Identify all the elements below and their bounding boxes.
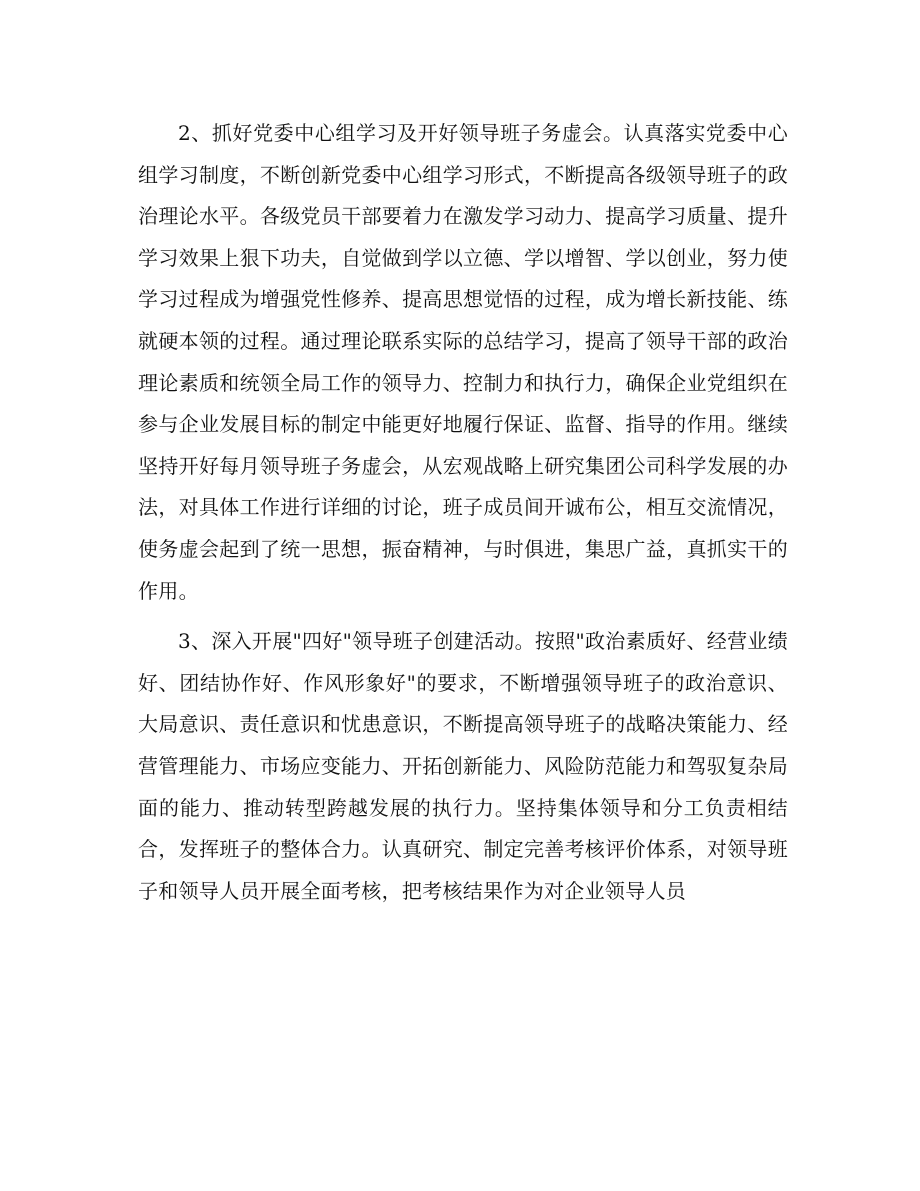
paragraph-2: 2、抓好党委中心组学习及开好领导班子务虚会。认真落实党委中心组学习制度，不断创新党委中心组学习形式，不断提高各级领导班子的政治理论水平。各级党员干部要着力在激发学习动力、提高学习质量、提升学习效果上狠下功夫，自觉做到学以立德、学以增智、学以创业，努力使学习过程成为增强党性修养、提高思想觉悟的过程，成为增长新技能、练就硬本领的过程。通过理论联系实际的总结学习，提高了领导干部的政治理论素质和统领全局工作的领导力、控制力和执行力，确保企业党组织在参与企业发展目标的制定中能更好地履行保证、监督、指导的作用。继续坚持开好每月领导班子务虚会，从宏观战略上研究集团公司科学发展的办法，对具体工作进行详细的讨论，班子成员间开诚布公，相互交流情况，使务虚会起到了统一思想，振奋精神，与时俱进，集思广益，真抓实干的作用。 (138, 121, 788, 603)
document-body (138, 113, 788, 921)
paragraph-3: 3、深入开展"四好"领导班子创建活动。按照"政治素质好、经营业绩好、团结协作好、作风形象好"的要求，不断增强领导班子的政治意识、大局意识、责任意识和忧患意识，不断提高领导班子的战略决策能力、经营管理能力、市场应变能力、开拓创新能力、风险防范能力和驾驭复杂局面的能力、推动转型跨越发展的执行力。坚持集体领导和分工负责相结合，发挥班子的整体合力。认真研究、制定完善考核评价体系，对领导班子和领导人员开展全面考核，把考核结果作为对企业领导人员 (138, 629, 788, 903)
